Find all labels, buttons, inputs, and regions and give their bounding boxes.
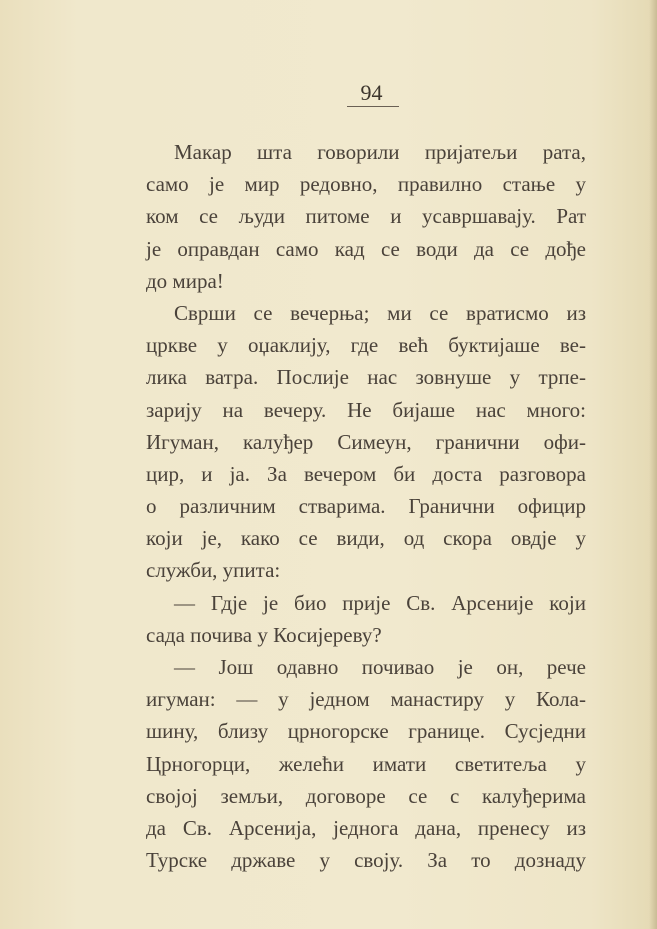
text-line: игуман: — у једном манастиру у Кола- xyxy=(146,687,586,712)
text-line: цркве у оџаклију, где већ буктијаше ве- xyxy=(146,333,586,358)
text-line: до мира! xyxy=(146,268,224,293)
text-line: Црногорци, желећи имати светитеља у xyxy=(146,751,586,776)
text-line: Макар шта говорили пријатељи рата, xyxy=(174,140,586,164)
body-text xyxy=(146,136,586,876)
text-line: да Св. Арсенија, једнога дана, пренесу из xyxy=(146,815,586,840)
page-number: 94 xyxy=(360,80,383,105)
text-line: Сврши се вечерња; ми се вратисмо из xyxy=(174,300,586,325)
text-line: служби, упита: xyxy=(146,558,281,583)
text-line: само је мир редовно, правилно стање у xyxy=(146,172,586,197)
text-line: својој земљи, договоре се с калуђерима xyxy=(146,783,586,808)
text-line: лика ватра. Послије нас зовнуше у трпе- xyxy=(146,365,586,390)
text-line: који је, како се види, од скора овдје у xyxy=(146,526,586,551)
text-line: шину, близу црногорске границе. Сусједни xyxy=(146,719,586,744)
text-line: зарију на вечеру. Не бијаше нас много: xyxy=(146,397,586,422)
page-edge-shadow xyxy=(649,0,657,929)
text-line: ком се људи питоме и усавршавају. Рат xyxy=(146,204,586,229)
page-number-underline xyxy=(347,106,399,107)
text-line: Турске државе у своју. За то дознаду xyxy=(146,848,586,873)
text-line: о различним стварима. Гранични официр xyxy=(146,494,586,519)
text-line: сада почива у Косијереву? xyxy=(146,622,382,647)
text-line: — Гдје је био прије Св. Арсеније који xyxy=(174,590,586,615)
text-line: цир, и ја. За вечером би доста разговора xyxy=(146,461,586,486)
text-line: је оправдан само кад се води да се дође xyxy=(146,236,586,261)
text-line: Игуман, калуђер Симеун, гранични офи- xyxy=(146,429,586,454)
text-line: — Још одавно почивао је он, рече xyxy=(174,655,586,679)
